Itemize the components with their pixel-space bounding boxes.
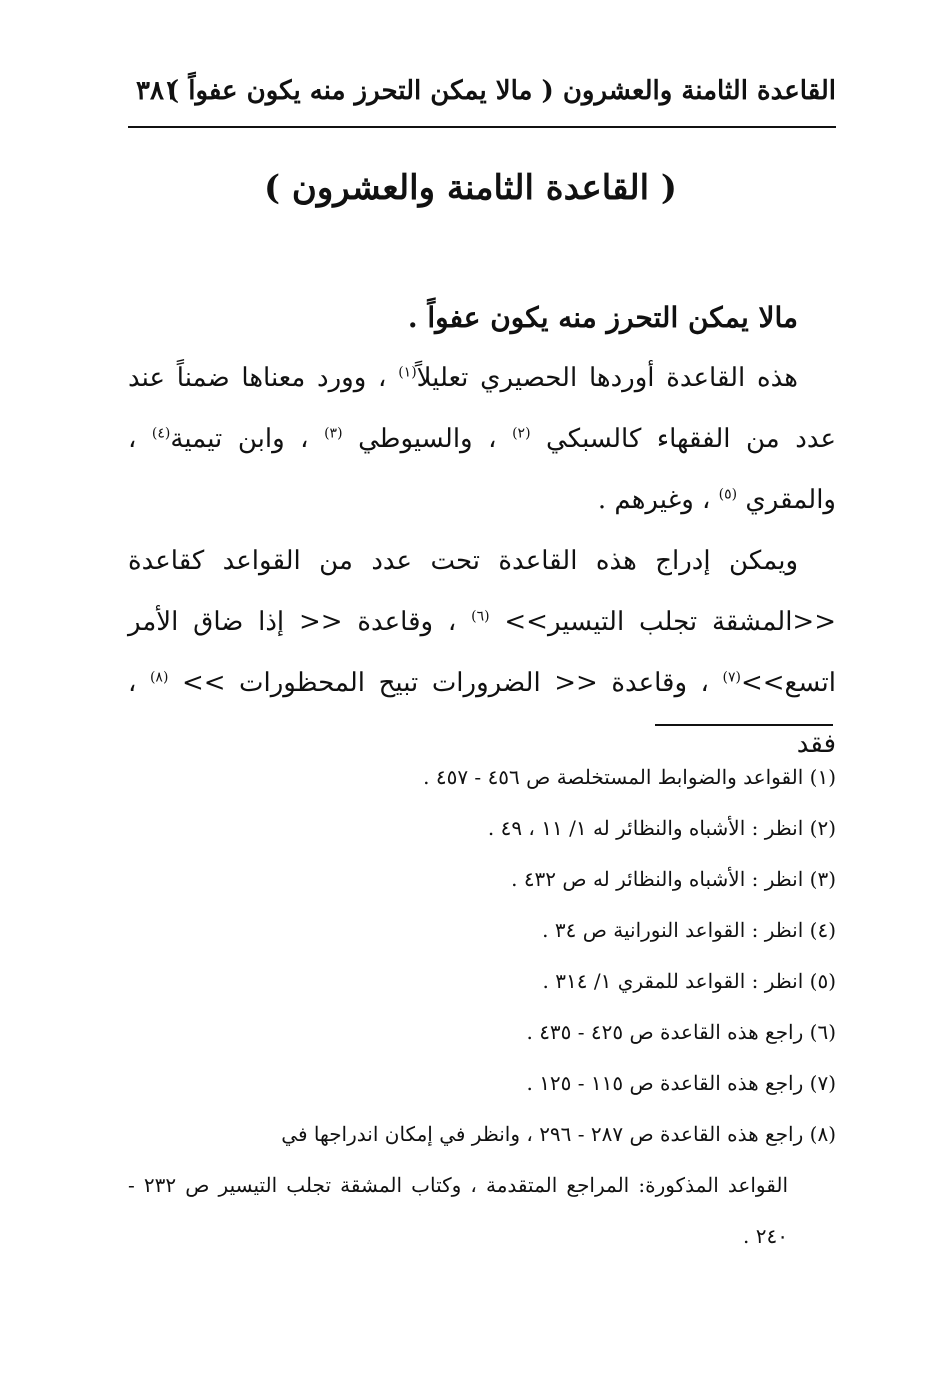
running-header (128, 76, 836, 120)
footnote-ref-7: (٧) (722, 669, 741, 686)
paragraph-1-text-4: ، وابن تيمية (170, 424, 325, 454)
footnote-5: (٥) انظر : القواعد للمقري ١/ ٣١٤ . (542, 969, 836, 993)
footnote-ref-2: (٢) (512, 425, 531, 442)
footnotes (128, 752, 836, 1262)
rule-statement: مالا يمكن التحرز منه يكون عفواً . (407, 301, 798, 334)
paragraph-1-text-6: ، وغيرهم . (597, 485, 719, 515)
footnote-ref-1: (١) (398, 364, 417, 381)
footnote-ref-3: (٣) (324, 425, 343, 442)
footnote-3: (٣) انظر : الأشباه والنظائر له ص ٤٣٢ . (511, 867, 836, 891)
footnote-8-continuation: القواعد المذكورة: المراجع المتقدمة ، وكتاب المشقة تجلب التيسير ص ٢٣٢ - ٢٤٠ . (128, 1173, 789, 1248)
paragraph-2-text-1: ويمكن إدراج هذه القاعدة تحت عدد من القواعد كقاعدة <<المشقة تجلب التيسير>> (128, 546, 837, 637)
header-rule (128, 126, 836, 128)
paragraph-1-text-5: ، والمقري (128, 424, 836, 515)
paragraph-2-text-4: ، فقد (128, 668, 836, 759)
footnote-4: (٤) انظر : القواعد النورانية ص ٣٤ . (542, 918, 836, 942)
footnote-2: (٢) انظر : الأشباه والنظائر له ١/ ١١ ، ٤٩ . (487, 816, 836, 840)
paragraph-2-text-2: ، وقاعدة << إذا ضاق الأمر اتسع>> (128, 607, 837, 698)
paragraph-1-text-2: ، وورد معناها ضمناً عند عدد من الفقهاء كالسبكي (128, 363, 836, 454)
footnote-ref-5: (٥) (718, 486, 738, 503)
paragraph-1 (128, 348, 836, 531)
footnote-8: (٨) راجع هذه القاعدة ص ٢٨٧ - ٢٩٦ ، وانظر في إمكان اندراجها في (281, 1122, 836, 1146)
footnote-ref-6: (٦) (471, 608, 490, 625)
paragraph-2 (128, 531, 836, 775)
footnote-6: (٦) راجع هذه القاعدة ص ٤٢٥ - ٤٣٥ . (526, 1020, 836, 1044)
paragraph-1-text-1: هذه القاعدة أوردها الحصيري تعليلاً (416, 363, 798, 393)
footnote-7: (٧) راجع هذه القاعدة ص ١١٥ - ١٢٥ . (526, 1071, 836, 1095)
running-title: القاعدة الثامنة والعشرون ( مالا يمكن التحرز منه يكون عفواً ) (166, 76, 836, 106)
footnote-ref-4: (٤) (151, 425, 171, 442)
footnote-1: (١) القواعد والضوابط المستخلصة ص ٤٥٦ - ٤٥٧ . (423, 765, 836, 789)
footnote-separator (655, 724, 833, 726)
paragraph-2-text-3: ، وقاعدة << الضرورات تبيح المحظورات >> (168, 668, 723, 698)
rule-title: ( القاعدة الثامنة والعشرون ) (263, 168, 678, 208)
footnote-ref-8: (٨) (149, 669, 169, 686)
body-text (128, 287, 836, 775)
paragraph-1-text-3: ، والسيوطي (342, 424, 513, 454)
page-number: ٣٨١ (136, 76, 178, 106)
